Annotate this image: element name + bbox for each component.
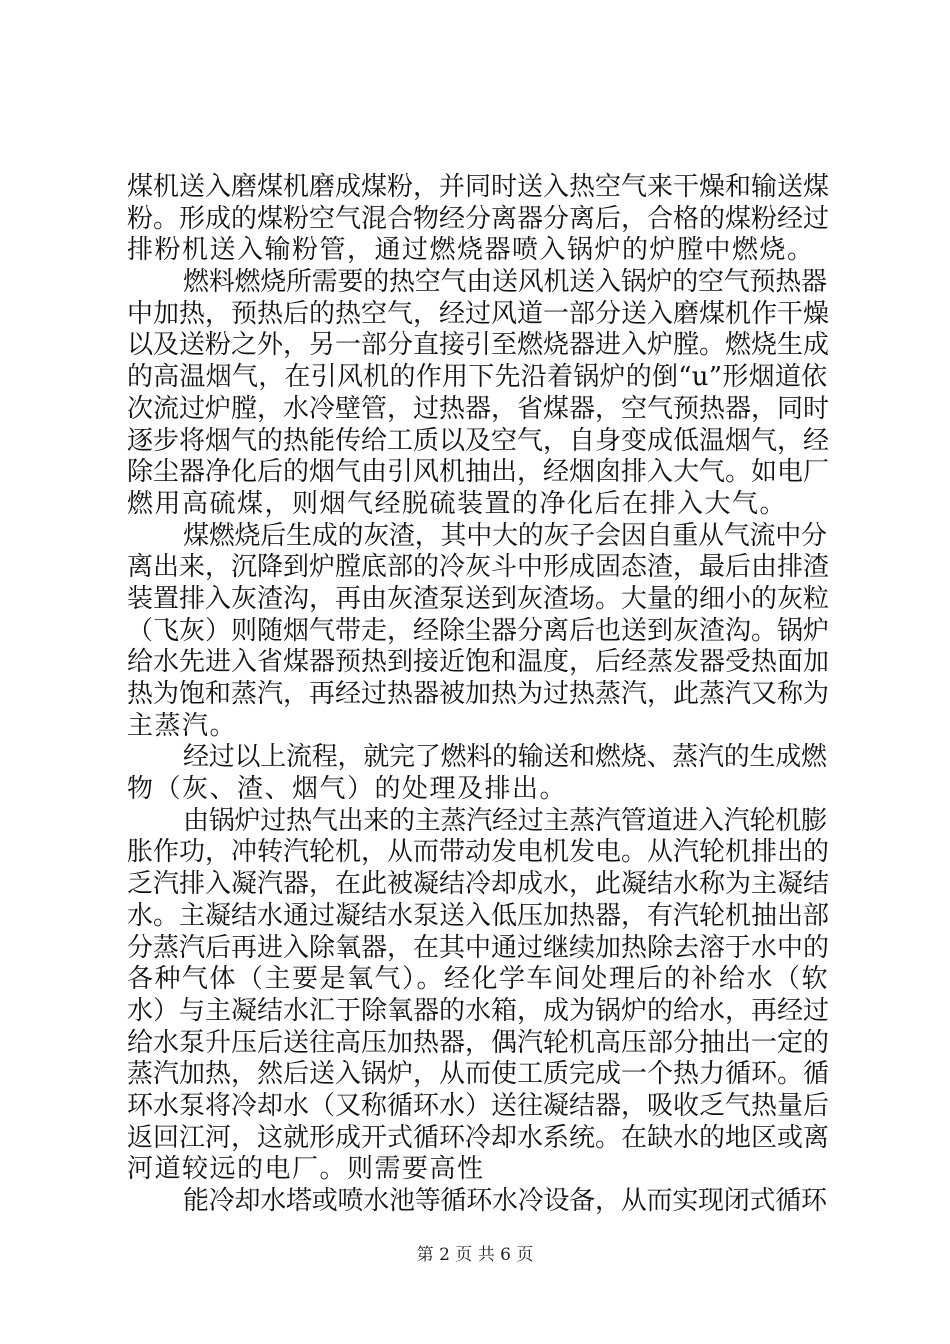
text-line: 排粉机送入输粉管，通过燃烧器喷入锅炉的炉膛中燃烧。 xyxy=(127,235,815,266)
text-line: 经过以上流程，就完了燃料的输送和燃烧、蒸汽的生成燃 xyxy=(183,742,827,773)
text-line: 主蒸汽。 xyxy=(127,710,238,741)
text-line: 由锅炉过热气出来的主蒸汽经过主蒸汽管道进入汽轮机膨 xyxy=(183,805,827,836)
text-line: （飞灰）则随烟气带走，经除尘器分离后也送到灰渣沟。锅炉 xyxy=(127,615,830,646)
text-line: 给水先进入省煤器预热到接近饱和温度，后经蒸发器受热面加 xyxy=(127,647,830,678)
text-line: 物（灰、渣、烟气）的处理及排出。 xyxy=(127,774,568,805)
text-line: 能冷却水塔或喷水池等循环水冷设备，从而实现闭式循环 xyxy=(183,1186,827,1216)
body-text xyxy=(127,172,831,1218)
text-line: 次流过炉膛，水冷壁管，过热器，省煤器，空气预热器，同时 xyxy=(127,393,830,424)
text-line: 装置排入灰渣沟，再由灰渣泵送到灰渣场。大量的细小的灰粒 xyxy=(127,583,830,614)
text-line: 燃用高硫煤，则烟气经脱硫装置的净化后在排入大气。 xyxy=(127,488,788,519)
text-line: 以及送粉之外，另一部分直接引至燃烧器进入炉膛。燃烧生成 xyxy=(127,330,830,361)
text-line: 给水泵升压后送往高压加热器，偶汽轮机高压部分抽出一定的 xyxy=(127,1027,830,1058)
text-line: 煤燃烧后生成的灰渣，其中大的灰子会因自重从气流中分 xyxy=(183,520,827,551)
text-line: 逐步将烟气的热能传给工质以及空气，自身变成低温烟气，经 xyxy=(127,425,830,456)
text-line: 除尘器净化后的烟气由引风机抽出，经烟囱排入大气。如电厂 xyxy=(127,457,830,488)
text-line: 水）与主凝结水汇于除氧器的水箱，成为锅炉的给水，再经过 xyxy=(127,995,830,1026)
text-line: 燃料燃烧所需要的热空气由送风机送入锅炉的空气预热器 xyxy=(183,267,827,298)
text-line: 河道较远的电厂。则需要高性 xyxy=(127,1154,485,1185)
text-line: 分蒸汽后再进入除氧器，在其中通过继续加热除去溶于水中的 xyxy=(127,932,830,963)
text-line: 返回江河，这就形成开式循环冷却水系统。在缺水的地区或离 xyxy=(127,1122,830,1153)
text-line: 离出来，沉降到炉膛底部的冷灰斗中形成固态渣，最后由排渣 xyxy=(127,552,830,583)
text-line: 热为饱和蒸汽，再经过热器被加热为过热蒸汽，此蒸汽又称为 xyxy=(127,679,830,709)
text-line: 煤机送入磨煤机磨成煤粉，并同时送入热空气来干燥和输送煤 xyxy=(127,172,830,202)
text-line: 粉。形成的煤粉空气混合物经分离器分离后，合格的煤粉经过 xyxy=(127,203,830,234)
text-line: 蒸汽加热，然后送入锅炉，从而使工质完成一个热力循环。循 xyxy=(127,1059,830,1090)
text-line: 的高温烟气，在引风机的作用下先沿着锅炉的倒“u”形烟道依 xyxy=(127,362,828,393)
text-line: 环水泵将冷却水（又称循环水）送往凝结器，吸收乏气热量后 xyxy=(127,1090,830,1121)
text-line: 水。主凝结水通过凝结水泵送入低压加热器，有汽轮机抽出部 xyxy=(127,900,830,931)
text-line: 各种气体（主要是氧气）。经化学车间处理后的补给水（软 xyxy=(127,964,830,995)
text-line: 胀作功，冲转汽轮机，从而带动发电机发电。从汽轮机排出的 xyxy=(127,837,830,868)
text-line: 中加热，预热后的热空气，经过风道一部分送入磨煤机作干燥 xyxy=(127,298,830,329)
page-footer: 第 2 页 共 6 页 xyxy=(416,1245,534,1265)
text-line: 乏汽排入凝汽器，在此被凝结冷却成水，此凝结水称为主凝结 xyxy=(127,869,830,900)
